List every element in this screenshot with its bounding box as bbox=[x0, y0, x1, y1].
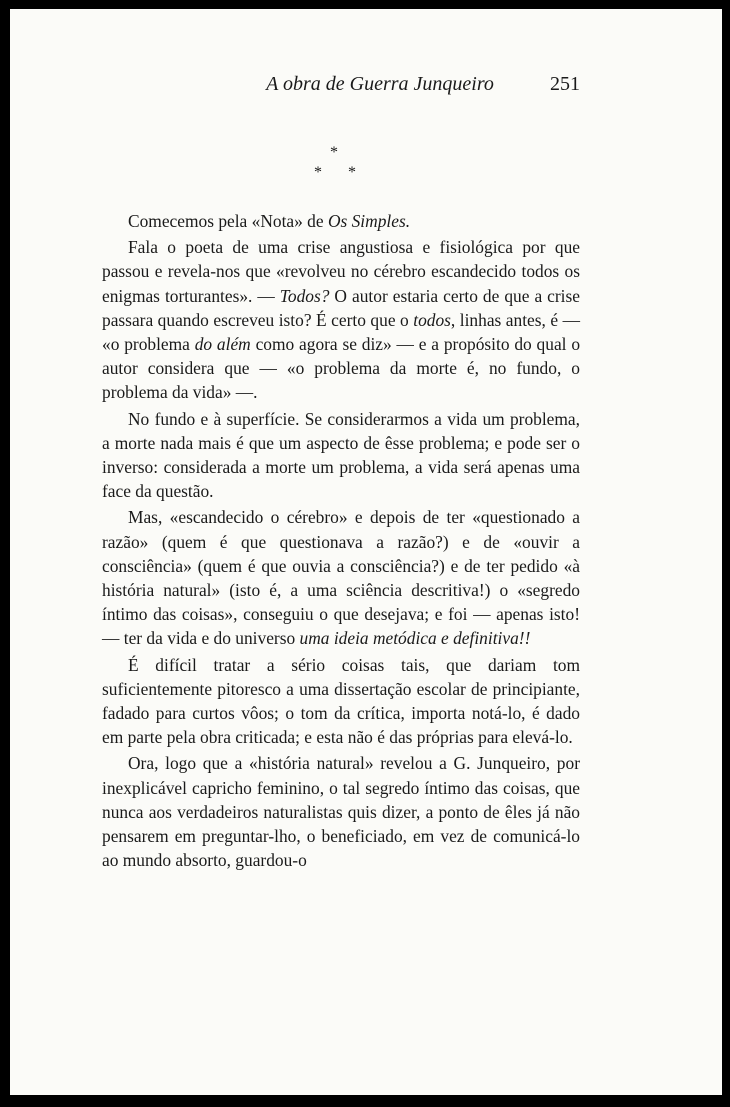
text-run: No fundo e à superfície. Se considerarmos a vida um problema, a morte nada mais é que um aspecto de êsse problema; e pode ser o inverso: considerada a morte um problema, a vida será apenas uma face da questão. bbox=[102, 408, 580, 502]
text-run: O autor estaria certo de que a crise passara quando escreveu isto? É certo que o bbox=[102, 285, 580, 330]
paragraph bbox=[102, 209, 580, 233]
text-run: É difícil tratar a sério coisas tais, que dariam tom suficientemente pitoresco a uma dissertação escolar de principiante, fadado para curtos vôos; o tom da crítica, importa notá-lo, é dado em parte pela obra criticada; e esta não é das próprias para elevá-lo. bbox=[102, 654, 580, 748]
text-run: Fala o poeta de uma crise angustiosa e fisiológica por que passou e revela-nos que «revolveu no cérebro escandecido todos os enigmas torturantes». — bbox=[102, 237, 580, 306]
page-number: 251 bbox=[550, 73, 580, 95]
body-text bbox=[102, 209, 580, 872]
running-title: A obra de Guerra Junqueiro bbox=[266, 73, 494, 95]
italic-text-run: todos bbox=[413, 309, 451, 330]
page-header bbox=[10, 73, 722, 103]
asterisk-left: * bbox=[314, 164, 322, 181]
italic-text-run: Todos? bbox=[279, 285, 330, 306]
paragraph bbox=[102, 407, 580, 504]
text-run: Comecemos pela «Nota» de bbox=[128, 211, 328, 231]
italic-text-run: do além bbox=[194, 334, 251, 355]
text-run: Ora, logo que a «história natural» revelou a G. Junqueiro, por inexplicável capricho feminino, o tal segredo íntimo das coisas, que nunca aos verdadeiros naturalistas quis dizer, a ponto de êles já não pensarem em preguntar-lho, o beneficiado, em vez de comunicá-lo ao mundo absorto, guardou-o bbox=[102, 753, 580, 871]
italic-text-run: Os Simples. bbox=[327, 211, 411, 231]
paragraph bbox=[102, 505, 580, 650]
asterism-divider bbox=[314, 145, 354, 185]
text-run: , linhas antes, é — «o problema bbox=[102, 309, 580, 355]
text-run: Mas, «escandecido o cérebro» e depois de ter «questionado a razão» (quem é que questionava a razão?) e de «ouvir a consciência» (quem é que ouvia a consciência?) e de ter pedido «à história natural» (isto é, a uma sciência descritiva!) o «segredo íntimo das coisas», conseguiu o que desejava; e foi — apenas isto! — ter da vida e do universo bbox=[102, 507, 580, 649]
text-run: como agora se diz» — e a propósito do qual o autor considera que — «o problema da morte é, no fundo, o problema da vida» —. bbox=[102, 334, 581, 403]
paragraph bbox=[102, 653, 580, 750]
book-page bbox=[10, 9, 722, 1095]
italic-text-run: uma ideia metódica e definitiva!! bbox=[299, 628, 531, 649]
paragraph bbox=[102, 751, 580, 872]
asterisk-top: * bbox=[330, 144, 338, 161]
paragraph bbox=[102, 235, 580, 404]
asterisk-right: * bbox=[348, 164, 356, 181]
